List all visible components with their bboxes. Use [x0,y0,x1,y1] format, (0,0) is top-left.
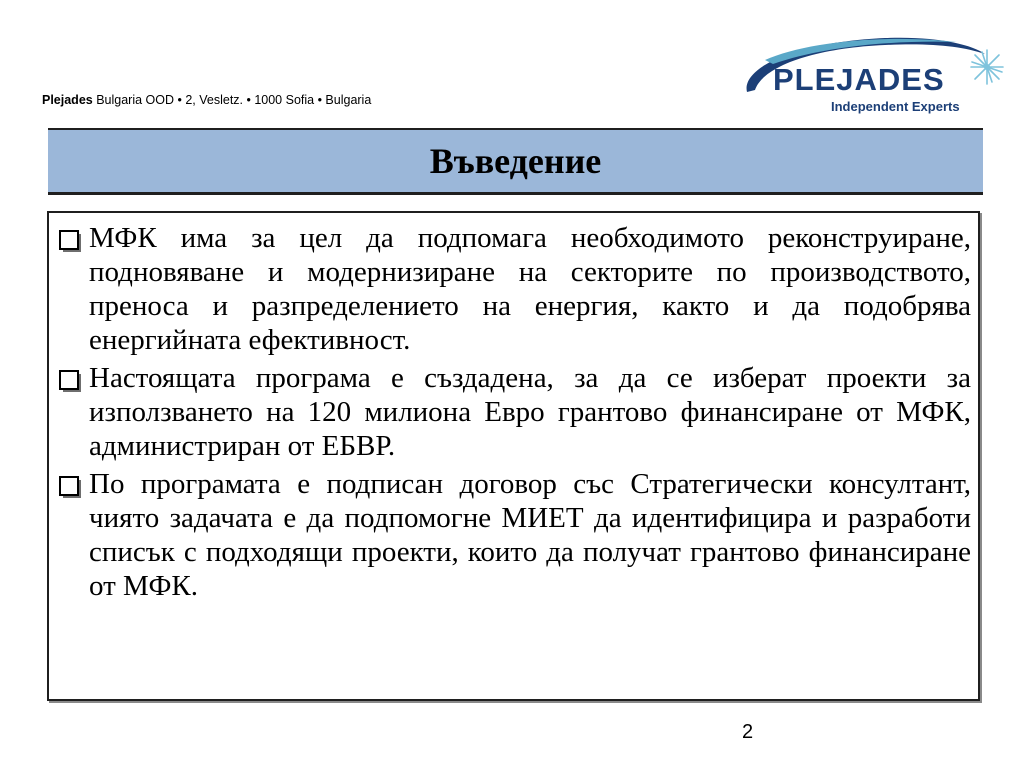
bullet-item [59,467,971,603]
slide-title: Въведение [429,141,602,181]
checkbox-icon [59,370,89,399]
plejades-logo [735,30,1010,120]
bullet-text: Настоящата програма е създадена, за да се изберат проекти за използването на 120 милиона Евро грантово финансиране от МФК, администриран от ЕБВР. [89,362,971,462]
page-number: 2 [742,721,754,743]
plejades-logo-graphic [735,30,1010,120]
company-brand: Plejades [42,93,93,107]
checkbox-icon [59,230,89,259]
bullet-item [59,361,971,463]
logo-wordmark: PLEJADES [773,62,945,97]
bullet-text: МФК има за цел да подпомага необходимото реконструиране, подновяване и модернизиране на секторите по производството, преноса и разпределението на енергия, както и да подобрява енергийната ефективност. [89,222,971,356]
bullet-text: По програмата е подписан договор със Стратегически консултант, чиято задачата е да подпомогне МИЕТ да идентифицира и разработи списък с подходящи проекти, които да получат грантово финансиране от МФК. [89,468,971,602]
company-address-line [42,93,371,107]
checkbox-icon [59,476,89,505]
logo-tagline: Independent Experts [831,99,960,114]
company-address: Bulgaria OOD • 2, Vesletz. • 1000 Sofia • Bulgaria [92,93,372,107]
logo-star-center [984,64,990,70]
bullet-item [59,221,971,357]
content-box [47,211,980,701]
title-bar [48,128,983,195]
